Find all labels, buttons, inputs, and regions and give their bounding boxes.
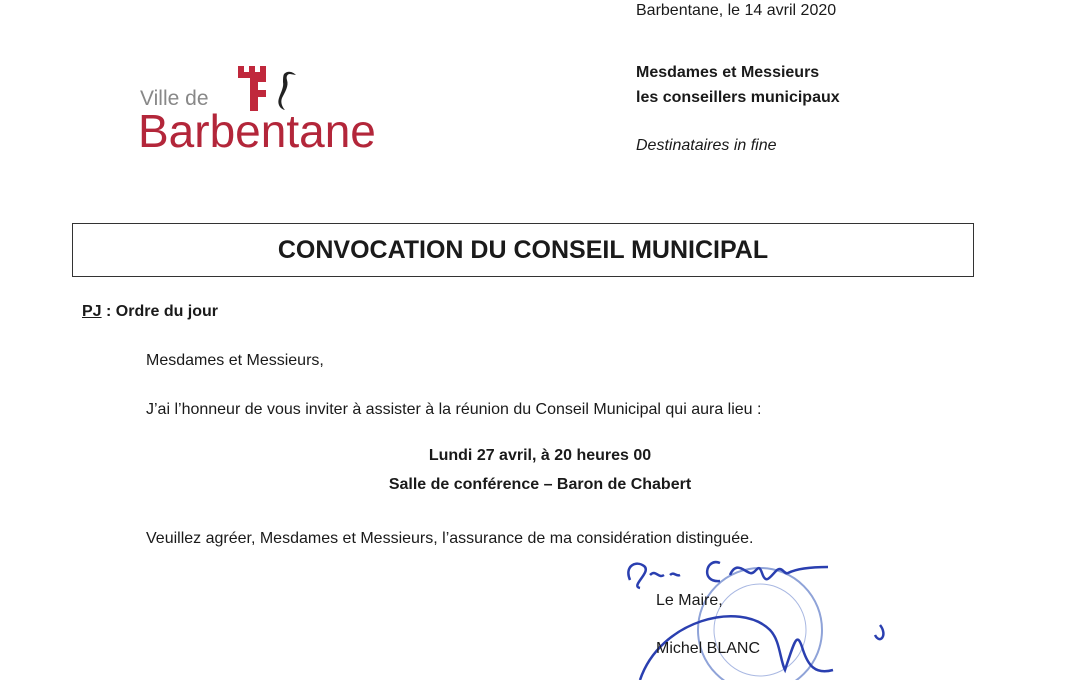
signature-stamp-icon: [600, 545, 940, 680]
signatory-name: Michel BLANC: [656, 640, 761, 657]
recipients-line-1: Mesdames et Messieurs: [636, 64, 820, 81]
salutation: Mesdames et Messieurs,: [146, 352, 324, 369]
invitation-text: J’ai l’honneur de vous inviter à assister à la réunion du Conseil Municipal qui aura lieu :: [146, 401, 762, 418]
logo-name: Barbentane: [138, 105, 376, 157]
document-title: CONVOCATION DU CONSEIL MUNICIPAL: [277, 235, 769, 264]
attachment-text: : Ordre du jour: [101, 303, 219, 320]
title-box: [72, 223, 974, 277]
meeting-location: Salle de conférence – Baron de Chabert: [388, 476, 692, 493]
recipients-note: Destinataires in fine: [636, 137, 777, 154]
attachment-line: [82, 303, 218, 321]
logo-prefix: Ville de: [140, 87, 209, 110]
closing-text: Veuillez agréer, Mesdames et Messieurs, l’assurance de ma considération distinguée.: [146, 530, 754, 547]
date-line: Barbentane, le 14 avril 2020: [636, 2, 837, 19]
signatory-role: Le Maire,: [656, 592, 723, 609]
meeting-date: Lundi 27 avril, à 20 heures 00: [428, 447, 652, 464]
attachment-label: PJ: [82, 303, 102, 320]
recipients-line-2: les conseillers municipaux: [636, 89, 840, 106]
